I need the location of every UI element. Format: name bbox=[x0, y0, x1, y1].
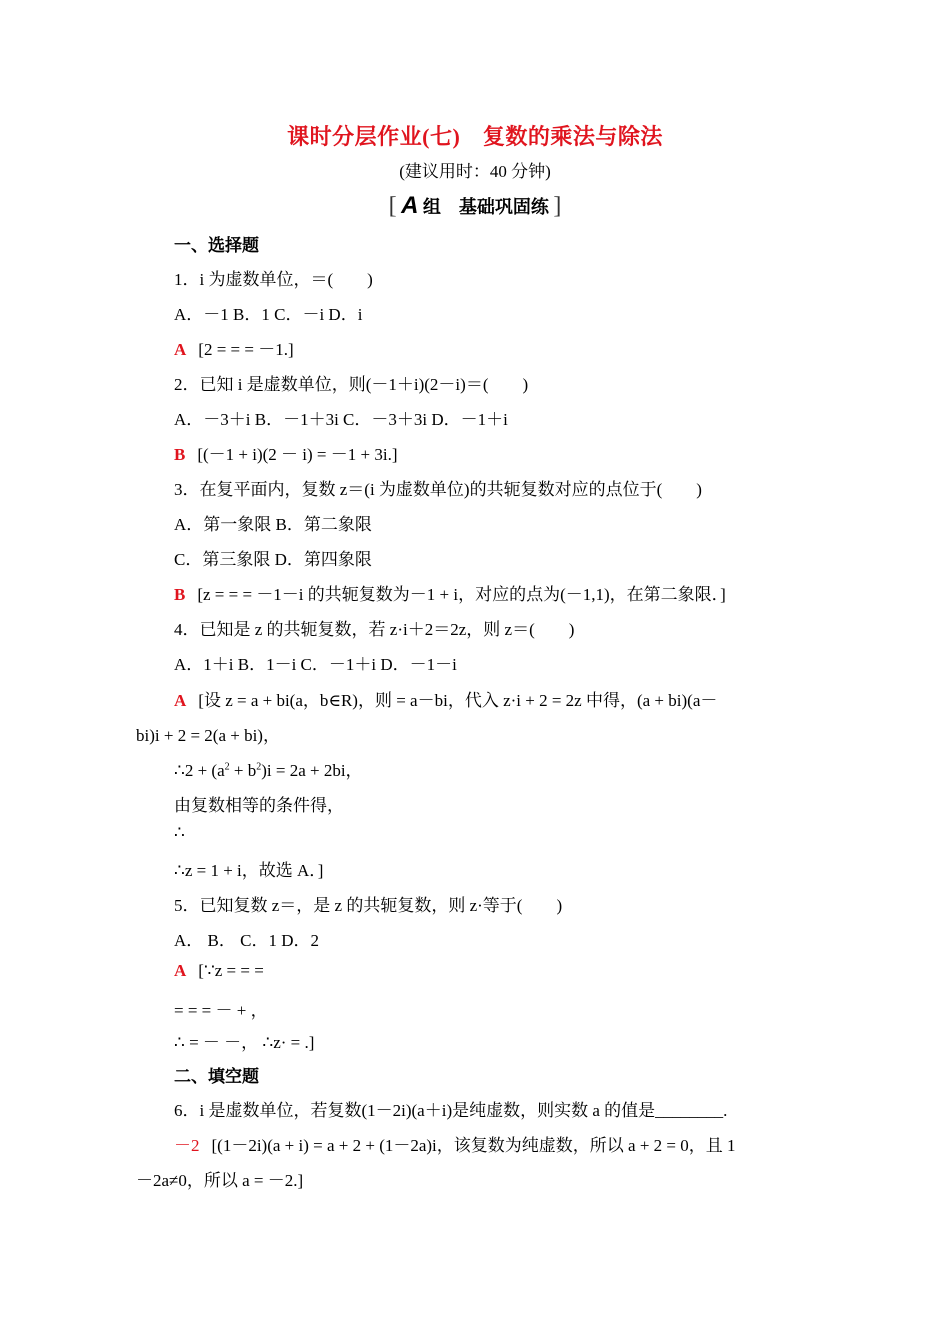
group-header bbox=[0, 192, 950, 220]
q3-explain: [z = = = －1－i 的共轭复数为－1 + i，对应的点为(－1,1)，在第二象限．] bbox=[197, 585, 726, 604]
q4-explain-4: 由复数相等的条件得， bbox=[174, 796, 344, 815]
q4-explain-2: bi)i + 2 = 2(a + bi)， bbox=[136, 726, 280, 745]
bracket-open: [ bbox=[388, 193, 397, 219]
q5-options: A． B． C．1 D．2 bbox=[174, 931, 319, 950]
q4-answer: A bbox=[174, 691, 187, 710]
bracket-close: ] bbox=[553, 193, 562, 219]
q3-stem: 3．在复平面内，复数 z＝(i 为虚数单位)的共轭复数对应的点位于( ) bbox=[174, 480, 702, 499]
q6-explain-2: －2a≠0，所以 a = －2.] bbox=[136, 1171, 304, 1190]
q4-options: A．1＋i B．1－i C．－1＋i D．－1－i bbox=[174, 655, 457, 674]
q1-stem: 1．i 为虚数单位，＝( ) bbox=[174, 270, 373, 289]
q4-explain-3: ∴2 + $(a^2 + b^2)i = 2a + 2bi$， bbox=[174, 761, 363, 780]
q5-explain-3: ∴ = － －， ∴z· = .] bbox=[174, 1033, 315, 1052]
page-title: 课时分层作业(七) 复数的乘法与除法 bbox=[287, 124, 663, 149]
q1-answer-line bbox=[174, 335, 294, 360]
q2-stem: 2．已知 i 是虚数单位，则(－1＋i)(2－i)＝( ) bbox=[174, 375, 529, 394]
suggested-time: (建议用时：40 分钟) bbox=[399, 162, 551, 181]
q2-options: A．－3＋i B．－1＋3i C．－3＋3i D．－1＋i bbox=[174, 410, 508, 429]
q1-options: A．－1 B．1 C．－i D．i bbox=[174, 305, 363, 324]
q6-answer: －2 bbox=[174, 1136, 200, 1155]
group-letter: A bbox=[401, 192, 419, 219]
q5-explain-1: [∵z = = = bbox=[198, 961, 264, 980]
q4-stem: 4．已知是 z 的共轭复数，若 z·i＋2＝2z，则 z＝( ) bbox=[174, 620, 575, 639]
q1-answer: A bbox=[174, 340, 187, 359]
q2-explain: [(－1 + i)(2 － i) = －1 + 3i.] bbox=[197, 445, 398, 464]
q5-explain-2: = = = － + ， bbox=[174, 1001, 268, 1020]
section-choice: 一、选择题 bbox=[174, 236, 259, 255]
q2-answer-line bbox=[174, 440, 398, 465]
q4-explain-1: [设 z = a + bi(a，b∈R)，则 = a－bi，代入 z·i + 2 = 2z 中得，(a + bi)(a－ bbox=[198, 691, 718, 710]
q6-stem: 6．i 是虚数单位，若复数(1－2i)(a＋i)是纯虚数，则实数 a 的值是________. bbox=[174, 1101, 728, 1120]
q4-answer-line bbox=[174, 686, 717, 711]
q4-explain-5: ∴ bbox=[174, 823, 185, 842]
q2-answer: B bbox=[174, 445, 186, 464]
q5-answer: A bbox=[174, 961, 187, 980]
section-fill: 二、填空题 bbox=[174, 1067, 259, 1086]
q6-answer-line bbox=[174, 1131, 736, 1156]
q3-options-1: A．第一象限 B．第二象限 bbox=[174, 515, 372, 534]
q3-answer-line bbox=[174, 580, 726, 605]
q3-answer: B bbox=[174, 585, 186, 604]
group-label: 组 基础巩固练 bbox=[422, 197, 549, 217]
q1-explain: [2 = = = －1.] bbox=[198, 340, 294, 359]
q3-options-2: C．第三象限 D．第四象限 bbox=[174, 550, 372, 569]
q4-explain-6: ∴z = 1 + i，故选 A．] bbox=[174, 861, 324, 880]
q5-stem: 5．已知复数 z＝，是 z 的共轭复数，则 z·等于( ) bbox=[174, 896, 563, 915]
q6-explain-1: [(1－2i)(a + i) = a + 2 + (1－2a)i，该复数为纯虚数，所以 a + 2 = 0，且 1 bbox=[211, 1136, 736, 1155]
q5-answer-line bbox=[174, 961, 264, 981]
